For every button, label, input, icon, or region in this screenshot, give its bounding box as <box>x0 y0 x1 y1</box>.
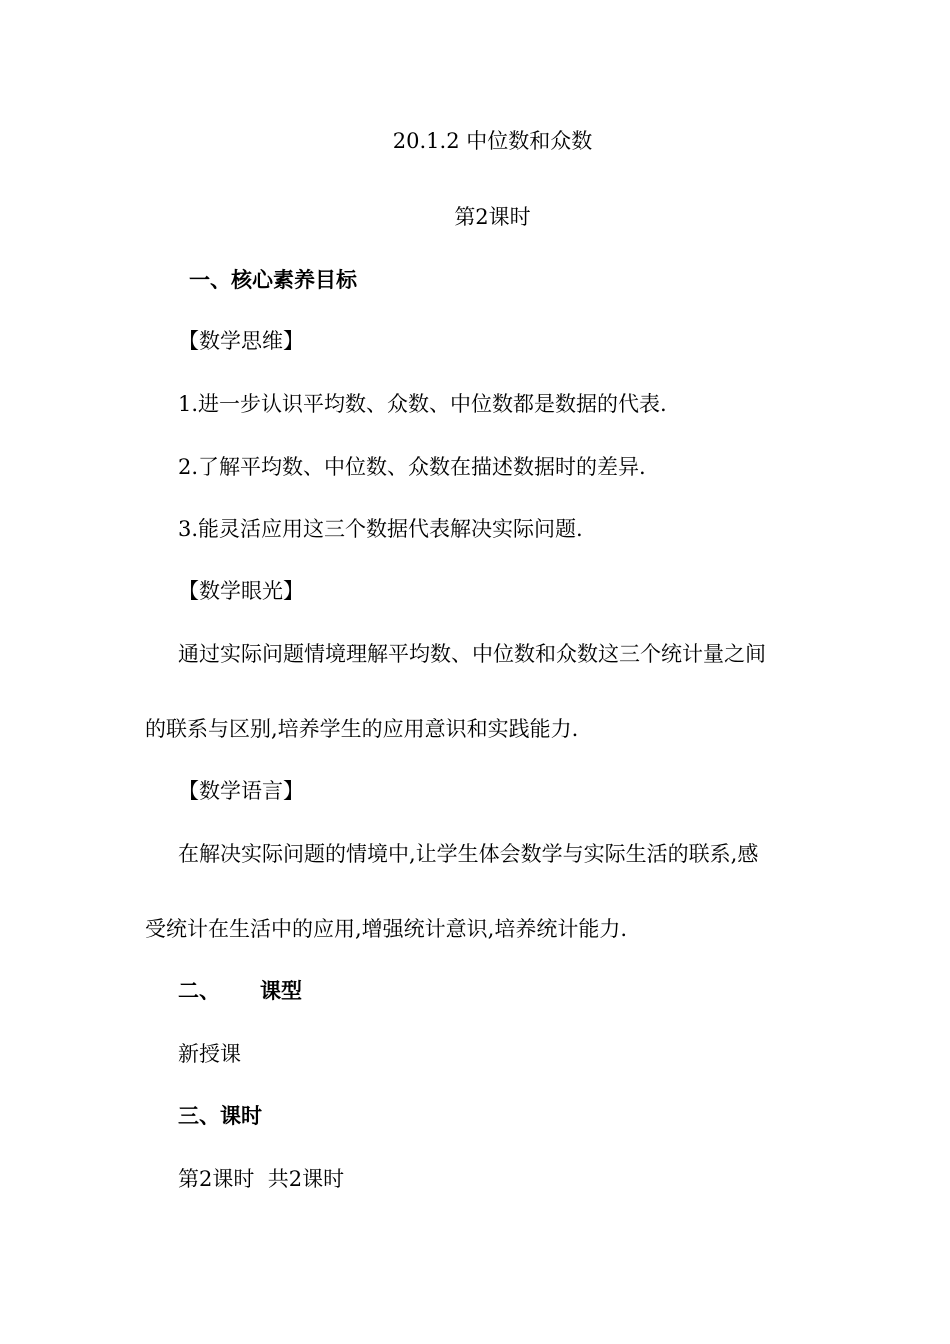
list-item: 3.能灵活应用这三个数据代表解决实际问题. <box>178 517 583 541</box>
section-heading-goals: 一、核心素养目标 <box>189 268 357 292</box>
section-heading-text: 课型 <box>260 979 302 1003</box>
lesson-type-value: 新授课 <box>178 1042 241 1066</box>
list-item: 1.进一步认识平均数、众数、中位数都是数据的代表. <box>178 392 667 416</box>
section-heading-lesson-type <box>178 977 302 1005</box>
math-language-text-line1: 在解决实际问题的情境中,让学生体会数学与实际生活的联系,感 <box>178 842 759 866</box>
math-vision-text-line1: 通过实际问题情境理解平均数、中位数和众数这三个统计量之间 <box>178 642 766 666</box>
section-heading-number: 二、 <box>178 979 220 1003</box>
math-language-label: 【数学语言】 <box>178 779 304 803</box>
math-vision-text-line2: 的联系与区别,培养学生的应用意识和实践能力. <box>145 717 579 741</box>
math-thinking-label: 【数学思维】 <box>178 329 304 353</box>
section-heading-periods: 三、课时 <box>178 1104 262 1128</box>
periods-value: 第2课时 共2课时 <box>178 1167 345 1191</box>
math-language-text-line2: 受统计在生活中的应用,增强统计意识,培养统计能力. <box>145 917 628 941</box>
list-item: 2.了解平均数、中位数、众数在描述数据时的差异. <box>178 455 646 479</box>
lesson-subtitle: 第2课时 <box>454 205 531 229</box>
math-vision-label: 【数学眼光】 <box>178 579 304 603</box>
document-title: 20.1.2 中位数和众数 <box>392 129 593 153</box>
